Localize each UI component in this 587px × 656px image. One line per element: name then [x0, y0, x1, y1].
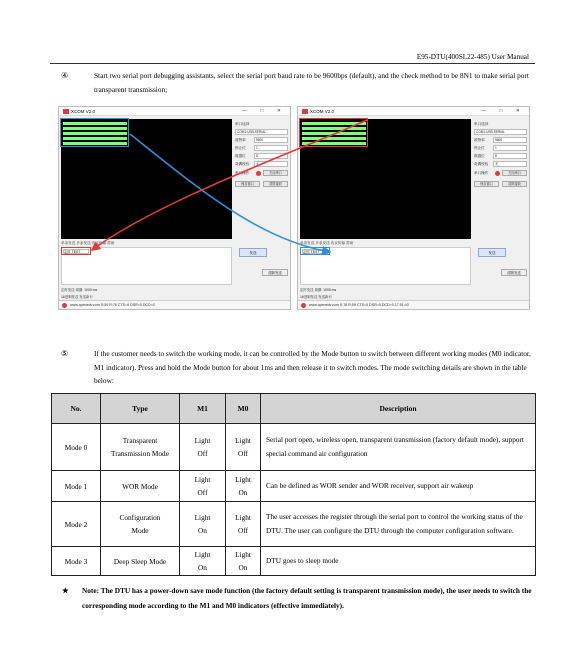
mode-description: Serial port open, wireless open, transparent transmission (factory default mode), support special command air configuration: [261, 424, 536, 471]
mode-table-header: [52, 394, 536, 424]
mode-m1: Light Off: [180, 471, 226, 502]
data-label: 数据位: [235, 154, 246, 158]
left-send-button[interactable]: 发送: [239, 248, 267, 257]
baud-select[interactable]: 9600: [254, 137, 288, 143]
stop-label: 停止位: [235, 146, 246, 150]
right-title: XCOM V2.0: [310, 109, 335, 114]
data-select[interactable]: 8: [493, 153, 527, 159]
right-timed-send-row[interactable]: 定时发送 周期: 1000 ms: [300, 288, 337, 292]
baud-select[interactable]: 9600: [493, 137, 527, 143]
right-hex-send-row[interactable]: 16进制发送 发送新行: [300, 295, 332, 299]
mode-description: Can be defined as WOR sender and WOR receiver, support air wakeup: [261, 471, 536, 502]
port-select[interactable]: COM1:USB-SERIAL: [474, 129, 527, 135]
step-5-text: If the customer needs to switch the working mode, it can be controlled by the Mode button to switch between different working modes (M0 indicator, M1 indicator). Press and hold the Mode button for about 1ms and then release it to switch modes. The mode switching details are shown in the table below:: [94, 349, 531, 385]
parity-select[interactable]: 无: [493, 161, 527, 167]
parity-label: 奇偶校验: [235, 162, 250, 166]
col-header-m1: M1: [180, 394, 226, 424]
right-status-bar: [298, 300, 529, 309]
received-data-highlight: [60, 118, 129, 147]
col-header-m0: M0: [226, 394, 261, 424]
mode-type: Deep Sleep Mode: [101, 547, 180, 576]
step-5-number: ⑤: [61, 349, 69, 358]
left-timed-send-row[interactable]: 定时发送 周期: 1000 ms: [61, 288, 98, 292]
window-buttons: — □ ✕: [242, 108, 287, 114]
parity-label: 奇偶校验: [474, 162, 489, 166]
baud-label: 波特率: [235, 138, 246, 142]
mode-m1: Light On: [180, 547, 226, 576]
left-titlebar: [59, 107, 290, 116]
save-window-button[interactable]: 保存窗口: [474, 181, 499, 187]
col-header-type: Type: [101, 394, 180, 424]
mode-m1: Light On: [180, 502, 226, 547]
step-4: [61, 69, 537, 96]
mode-description: DTU goes to sleep mode: [261, 547, 536, 576]
note: [62, 583, 539, 613]
data-label: 数据位: [474, 154, 485, 158]
stop-icon: [301, 303, 306, 308]
stop-label: 停止位: [474, 146, 485, 150]
app-logo-icon: [302, 109, 308, 114]
mode-no: Mode 0: [52, 424, 101, 471]
right-menu-tabs[interactable]: 单条发送 多条发送 协议传输 帮助: [300, 241, 354, 245]
close-port-button[interactable]: 关闭串口: [263, 170, 288, 176]
op-label: 串口操作: [235, 171, 250, 175]
port-select[interactable]: COM1:USB-SERIAL: [235, 129, 288, 135]
right-titlebar: [298, 107, 529, 116]
left-clear-send-button[interactable]: 清除发送: [262, 269, 288, 276]
note-text: Note: The DTU has a power-down save mode function (the factory default setting is transparent transmission mode), the user needs to switch the corresponding mode according to the M1 and M0 indicators (effective immediately).: [82, 586, 532, 610]
step-4-text: Start two serial port debugging assistants, select the serial port baud rate to be 9600bps (default), and the check method to be 8N1 to make serial port transparent transmission;: [94, 71, 529, 94]
left-status-bar: [59, 300, 290, 309]
mode-type: WOR Mode: [101, 471, 180, 502]
mode-no: Mode 1: [52, 471, 101, 502]
mode-no: Mode 2: [52, 502, 101, 547]
send-text-highlight: [300, 247, 330, 255]
app-logo-icon: [63, 109, 69, 114]
stop-icon: [62, 303, 67, 308]
save-window-button[interactable]: 保存窗口: [235, 181, 260, 187]
table-row: [52, 547, 536, 576]
close-port-button[interactable]: 关闭串口: [502, 170, 527, 176]
mode-no: Mode 3: [52, 547, 101, 576]
step-4-number: ④: [61, 71, 69, 80]
mode-m0: Light On: [226, 547, 261, 576]
window-buttons: — □ ✕: [481, 108, 526, 114]
mode-table: [51, 393, 536, 576]
mode-type: Transparent Transmission Mode: [101, 424, 180, 471]
right-send-button[interactable]: 发送: [478, 248, 506, 257]
port-label: 串口选择: [235, 122, 250, 126]
port-open-indicator-icon: [495, 171, 500, 176]
left-settings-panel: [234, 119, 290, 239]
left-title: XCOM V2.0: [71, 109, 96, 114]
clear-receive-button[interactable]: 清除接收: [502, 181, 527, 187]
mode-m0: Light Off: [226, 502, 261, 547]
mode-description: The user accesses the register through the serial port to control the working status of the DTU. The user can configure the DTU through the computer configuration software.: [261, 502, 536, 547]
col-header-no: No.: [52, 394, 101, 424]
table-row: [52, 424, 536, 471]
parity-select[interactable]: 无: [254, 161, 288, 167]
stop-select[interactable]: 1: [493, 145, 527, 151]
clear-receive-button[interactable]: 清除接收: [263, 181, 288, 187]
header-title: E95-DTU(400SL22-485) User Manual: [416, 53, 529, 61]
star-icon: ★: [62, 586, 69, 595]
right-settings-panel: [473, 119, 529, 239]
baud-label: 波特率: [474, 138, 485, 142]
send-text-highlight: [61, 247, 91, 255]
op-label: 串口操作: [474, 171, 489, 175]
left-menu-tabs[interactable]: 单条发送 多条发送 协议传输 帮助: [61, 241, 115, 245]
step-5: [61, 347, 537, 388]
received-data-highlight: [299, 118, 368, 147]
port-label: 串口选择: [474, 122, 489, 126]
header-rule: [50, 63, 535, 64]
stop-select[interactable]: 1: [254, 145, 288, 151]
table-row: [52, 502, 536, 547]
left-hex-send-row[interactable]: 16进制发送 发送新行: [61, 295, 93, 299]
table-row: [52, 471, 536, 502]
col-header-description: Description: [261, 394, 536, 424]
left-screenshot: [58, 106, 291, 310]
right-screenshot: [297, 106, 530, 310]
mode-type: Configuration Mode: [101, 502, 180, 547]
right-clear-send-button[interactable]: 清除发送: [501, 269, 527, 276]
port-open-indicator-icon: [256, 171, 261, 176]
send-text[interactable]: 定时 TEST: [63, 249, 89, 254]
mode-m1: Light Off: [180, 424, 226, 471]
data-select[interactable]: 8: [254, 153, 288, 159]
send-text[interactable]: 定时 TEST: [302, 249, 328, 254]
mode-m0: Light On: [226, 471, 261, 502]
left-status-text: www.openedv.com S:59 R:78 CTS=0 DSR=0 DCD=0: [70, 303, 155, 307]
right-status-text: www.openedv.com S:78 R:59 CTS=0 DSR=0 DCD=0 17:51:43: [309, 303, 409, 307]
mode-m0: Light Off: [226, 424, 261, 471]
